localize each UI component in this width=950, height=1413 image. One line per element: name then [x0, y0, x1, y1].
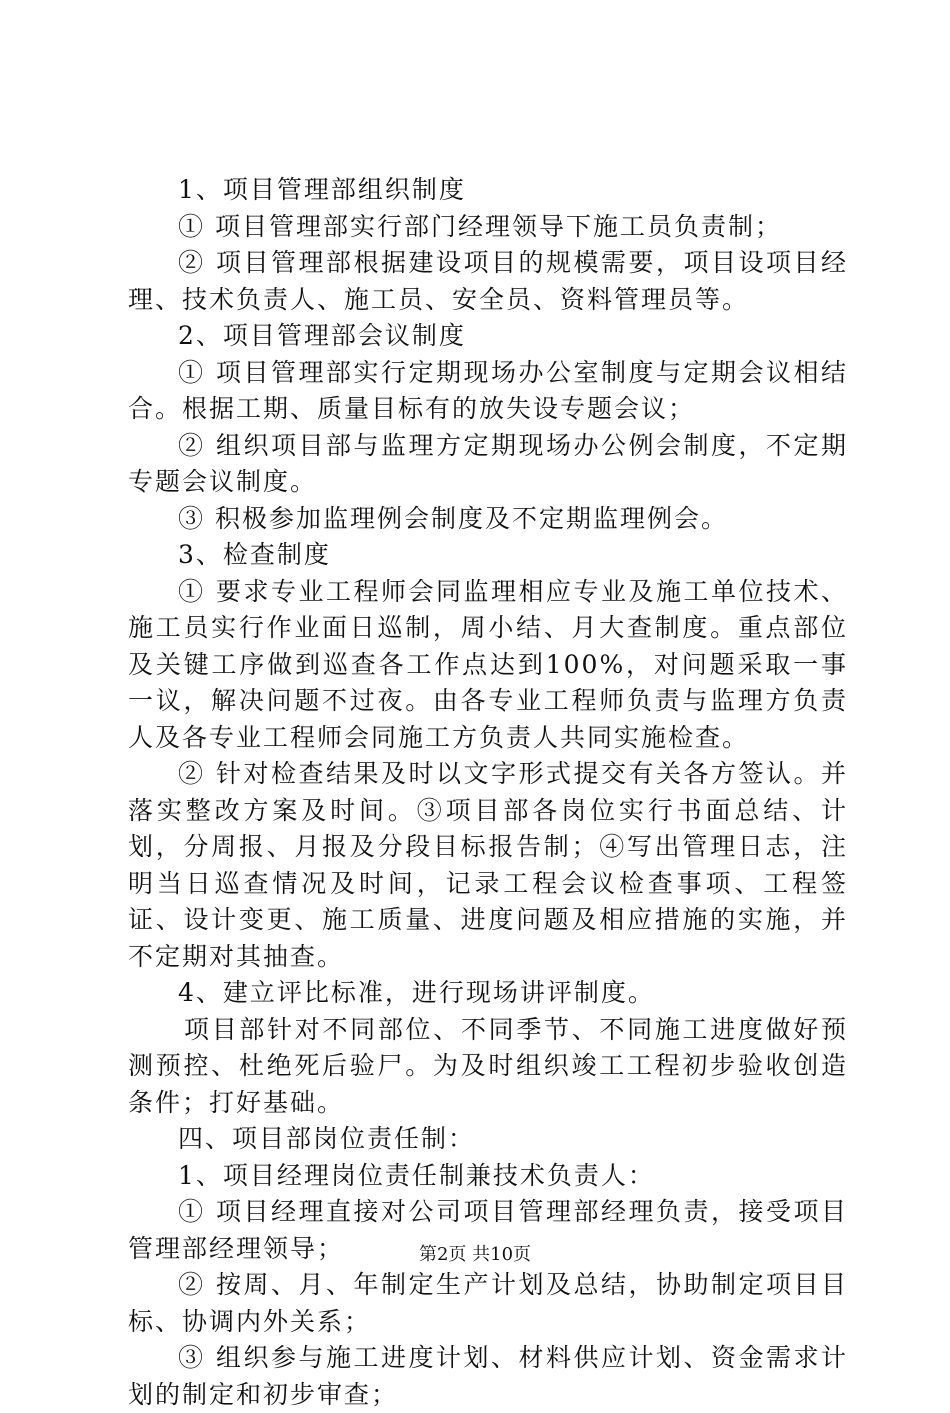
section-heading-meeting: 2、项目管理部会议制度	[178, 321, 466, 350]
section-heading-inspection: 3、检查制度	[178, 540, 331, 569]
paragraph: ③ 组织参与施工进度计划、材料供应计划、资金需求计划的制定和初步审查；	[128, 1343, 848, 1409]
paragraph: ② 项目管理部根据建设项目的规模需要，项目设项目经理、技术负责人、施工员、安全员、资料管理员等。	[128, 248, 848, 314]
paragraph: ① 项目经理直接对公司项目管理部经理负责，接受项目管理部经理领导；	[128, 1197, 848, 1263]
section-heading-evaluation: 4、建立评比标准，进行现场讲评制度。	[178, 978, 655, 1007]
section-heading-org: 1、项目管理部组织制度	[178, 175, 466, 204]
paragraph: ① 项目管理部实行部门经理领导下施工员负责制；	[178, 211, 782, 241]
paragraph: ② 按周、月、年制定生产计划及总结，协助制定项目目标、协调内外关系；	[128, 1270, 848, 1336]
paragraph: ② 组织项目部与监理方定期现场办公例会制度，不定期专题会议制度。	[128, 430, 848, 496]
subsection-heading-pm: 1、项目经理岗位责任制兼技术负责人：	[178, 1160, 655, 1190]
paragraph: ③ 积极参加监理例会制度及不定期监理例会。	[178, 503, 728, 533]
section-heading-responsibility: 四、项目部岗位责任制：	[178, 1124, 476, 1153]
paragraph: ① 要求专业工程师会同监理相应专业及施工单位技术、施工员实行作业面日巡制，周小结、月大查制度。重点部位及关键工序做到巡查各工作点达到100%，对问题采取一事一议，解决问题不过夜。由各专业工程师负责与监理方负责人及各专业工程师会同施工方负责人共同实施检查。	[128, 576, 848, 752]
paragraph: ① 项目管理部实行定期现场办公室制度与定期会议相结合。根据工期、质量目标有的放失设专题会议；	[128, 357, 848, 423]
document-body	[128, 172, 848, 1413]
page-number-footer: 第2页 共10页	[418, 1244, 532, 1265]
paragraph: 项目部针对不同部位、不同季节、不同施工进度做好预测预控、杜绝死后验尸。为及时组织竣工工程初步验收创造条件；打好基础。	[128, 1014, 848, 1117]
paragraph: ② 针对检查结果及时以文字形式提交有关各方签认。并落实整改方案及时间。③项目部各岗位实行书面总结、计划，分周报、月报及分段目标报告制；④写出管理日志，注明当日巡查情况及时间，记录工程会议检查事项、工程签证、设计变更、施工质量、进度问题及相应措施的实施，并不定期对其抽查。	[128, 759, 848, 971]
